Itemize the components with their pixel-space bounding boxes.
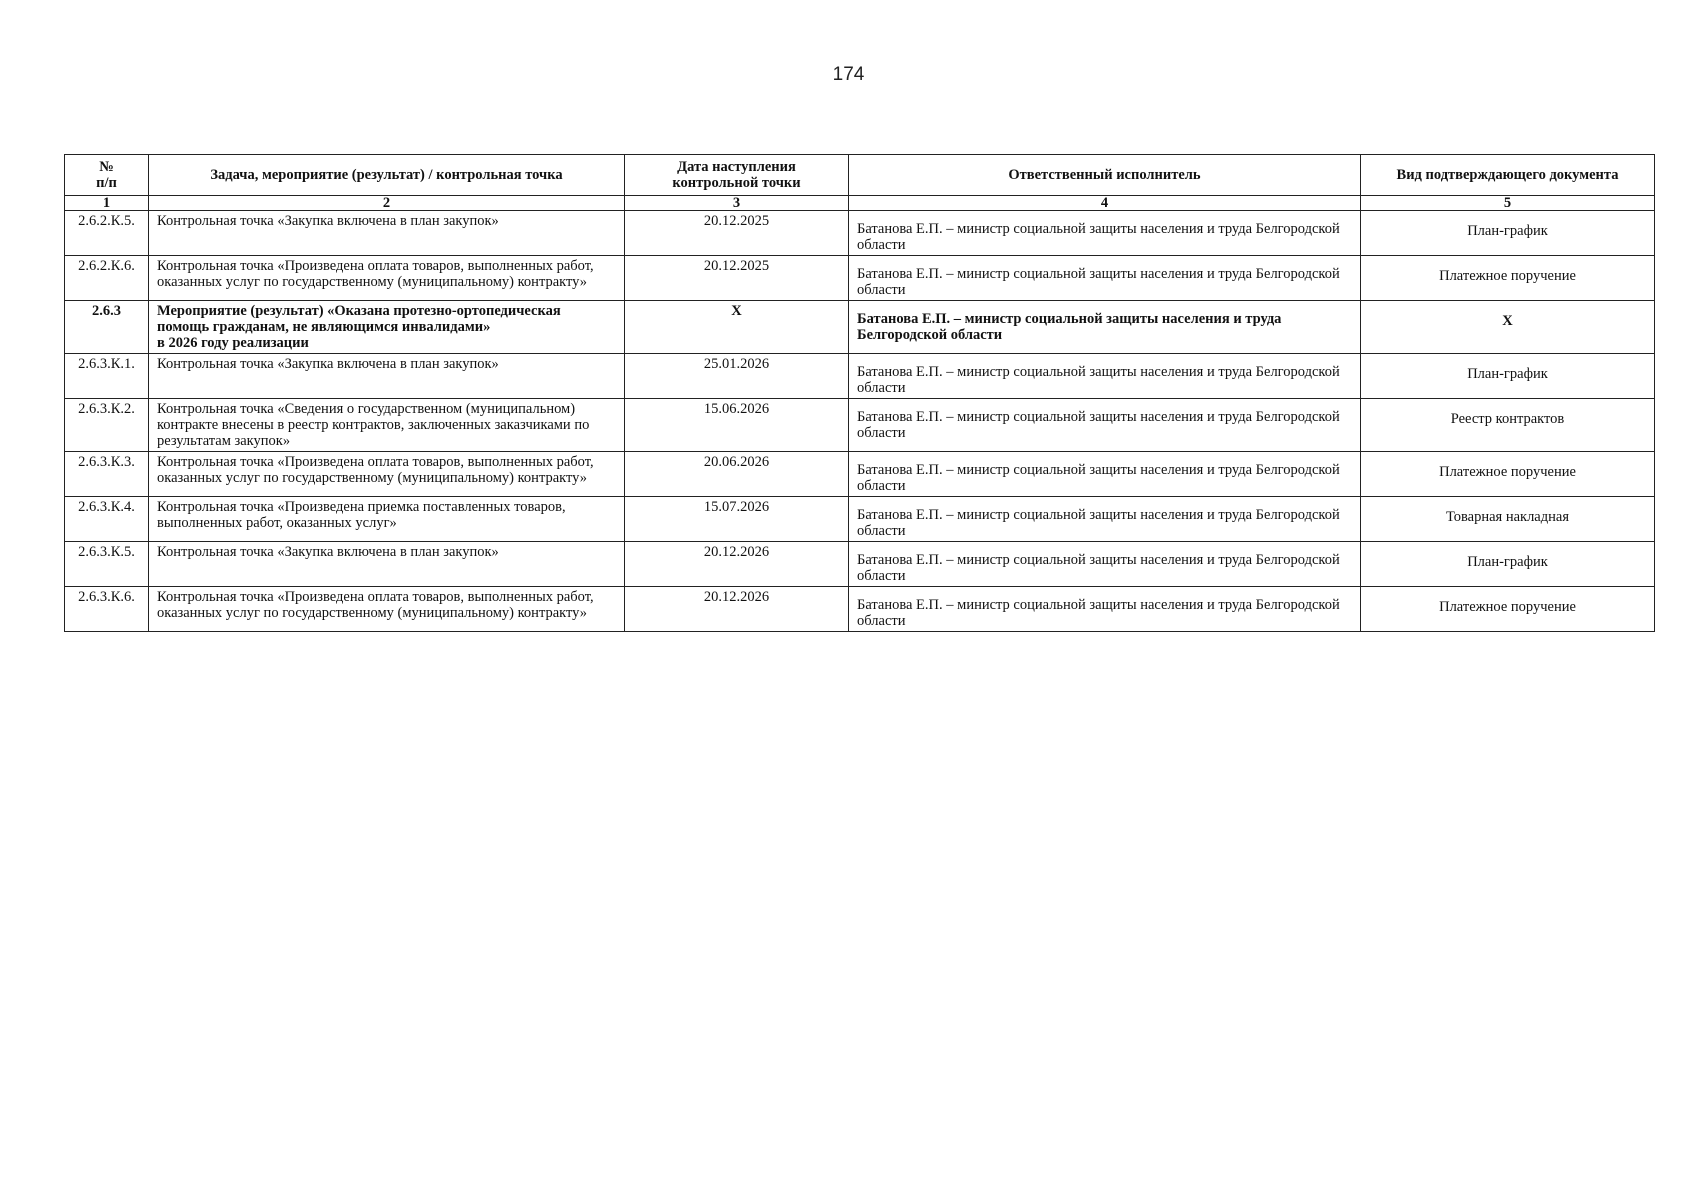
- row-document: План-график: [1361, 542, 1655, 587]
- row-document: Реестр контрактов: [1361, 399, 1655, 452]
- row-number: 2.6.3.К.4.: [65, 497, 149, 542]
- table-row: [65, 301, 1655, 354]
- table-row: [65, 211, 1655, 256]
- row-date: 25.01.2026: [625, 354, 849, 399]
- column-index: 2: [149, 196, 625, 211]
- header-responsible: Ответственный исполнитель: [849, 155, 1361, 196]
- row-date: 20.12.2026: [625, 542, 849, 587]
- table-row: [65, 354, 1655, 399]
- row-date: 20.06.2026: [625, 452, 849, 497]
- row-responsible: Батанова Е.П. – министр социальной защиты населения и труда Белгородской области: [849, 587, 1361, 632]
- row-document: Товарная накладная: [1361, 497, 1655, 542]
- table-row: [65, 542, 1655, 587]
- row-task: Контрольная точка «Произведена приемка поставленных товаров, выполненных работ, оказанных услуг»: [149, 497, 625, 542]
- row-number: 2.6.3.К.1.: [65, 354, 149, 399]
- column-index: 1: [65, 196, 149, 211]
- row-document: Платежное поручение: [1361, 452, 1655, 497]
- header-document: Вид подтверждающего документа: [1361, 155, 1655, 196]
- column-index: 4: [849, 196, 1361, 211]
- row-number: 2.6.3.К.2.: [65, 399, 149, 452]
- row-task: Контрольная точка «Закупка включена в план закупок»: [149, 354, 625, 399]
- row-date: 20.12.2026: [625, 587, 849, 632]
- row-responsible: Батанова Е.П. – министр социальной защиты населения и труда Белгородской области: [849, 211, 1361, 256]
- row-document: Платежное поручение: [1361, 587, 1655, 632]
- row-date: Х: [625, 301, 849, 354]
- row-date: 15.06.2026: [625, 399, 849, 452]
- table-body: [65, 211, 1655, 632]
- row-number: 2.6.3.К.3.: [65, 452, 149, 497]
- row-date: 20.12.2025: [625, 256, 849, 301]
- row-task: Контрольная точка «Закупка включена в план закупок»: [149, 542, 625, 587]
- header-date: Дата наступления контрольной точки: [625, 155, 849, 196]
- header-task: Задача, мероприятие (результат) / контрольная точка: [149, 155, 625, 196]
- row-task: Контрольная точка «Произведена оплата товаров, выполненных работ, оказанных услуг по государственному (муниципальному) контракту»: [149, 587, 625, 632]
- table-row: [65, 256, 1655, 301]
- row-responsible: Батанова Е.П. – министр социальной защиты населения и труда Белгородской области: [849, 399, 1361, 452]
- column-index: 5: [1361, 196, 1655, 211]
- row-number: 2.6.2.К.6.: [65, 256, 149, 301]
- row-task: Контрольная точка «Закупка включена в план закупок»: [149, 211, 625, 256]
- table-row: [65, 497, 1655, 542]
- row-number: 2.6.3: [65, 301, 149, 354]
- table-row: [65, 452, 1655, 497]
- row-date: 15.07.2026: [625, 497, 849, 542]
- row-number: 2.6.2.К.5.: [65, 211, 149, 256]
- row-responsible: Батанова Е.П. – министр социальной защиты населения и труда Белгородской области: [849, 542, 1361, 587]
- row-responsible: Батанова Е.П. – министр социальной защиты населения и труда Белгородской области: [849, 452, 1361, 497]
- row-document: Х: [1361, 301, 1655, 354]
- row-responsible: Батанова Е.П. – министр социальной защиты населения и труда Белгородской области: [849, 354, 1361, 399]
- table-header-row: [65, 155, 1655, 196]
- header-num: № п/п: [65, 155, 149, 196]
- row-responsible: Батанова Е.П. – министр социальной защиты населения и труда Белгородской области: [849, 497, 1361, 542]
- control-points-table: [64, 154, 1655, 632]
- row-task: Контрольная точка «Произведена оплата товаров, выполненных работ, оказанных услуг по государственному (муниципальному) контракту»: [149, 256, 625, 301]
- row-date: 20.12.2025: [625, 211, 849, 256]
- row-task: Контрольная точка «Произведена оплата товаров, выполненных работ, оказанных услуг по государственному (муниципальному) контракту»: [149, 452, 625, 497]
- row-responsible: Батанова Е.П. – министр социальной защиты населения и труда Белгородской области: [849, 256, 1361, 301]
- row-responsible: Батанова Е.П. – министр социальной защиты населения и труда Белгородской области: [849, 301, 1361, 354]
- row-task: Мероприятие (результат) «Оказана протезно-ортопедическая помощь гражданам, не являющимся инвалидами» в 2026 году реализации: [149, 301, 625, 354]
- table-row: [65, 399, 1655, 452]
- table-row: [65, 587, 1655, 632]
- row-task: Контрольная точка «Сведения о государственном (муниципальном) контракте внесены в реестр контрактов, заключенных заказчиками по результатам закупок»: [149, 399, 625, 452]
- row-document: План-график: [1361, 354, 1655, 399]
- column-index-row: [65, 196, 1655, 211]
- row-number: 2.6.3.К.5.: [65, 542, 149, 587]
- row-document: План-график: [1361, 211, 1655, 256]
- page-number: 174: [832, 64, 865, 85]
- row-number: 2.6.3.К.6.: [65, 587, 149, 632]
- row-document: Платежное поручение: [1361, 256, 1655, 301]
- column-index: 3: [625, 196, 849, 211]
